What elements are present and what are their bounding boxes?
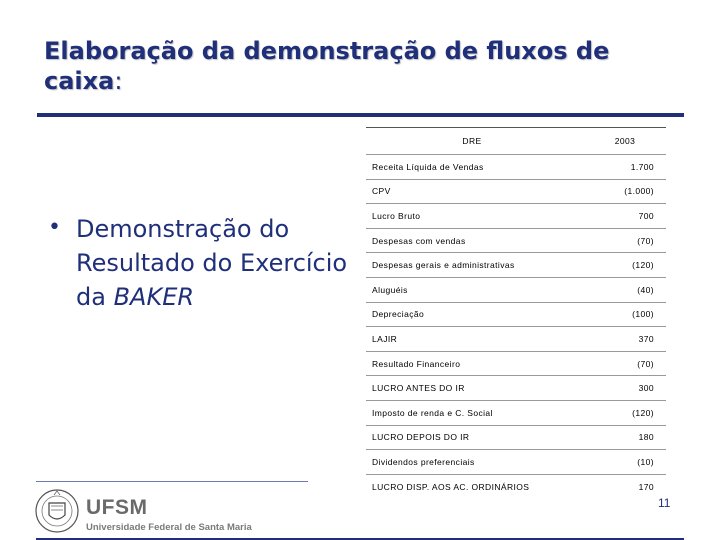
dre-row <box>366 327 666 352</box>
bullet-text <box>76 212 368 314</box>
university-seal-icon <box>34 486 80 536</box>
footer-divider <box>36 481 308 482</box>
bullet-item <box>48 212 368 314</box>
dre-row-label: CPV <box>366 179 578 204</box>
dre-row <box>366 302 666 327</box>
dre-row-value: (120) <box>578 253 666 278</box>
dre-row-value: (70) <box>578 351 666 376</box>
dre-header-label: DRE <box>366 128 578 155</box>
dre-table <box>366 127 666 498</box>
dre-row-value: 370 <box>578 327 666 352</box>
dre-row-label: Imposto de renda e C. Social <box>366 400 578 425</box>
dre-header-year: 2003 <box>578 128 666 155</box>
logo-subtitle: Universidade Federal de Santa Maria <box>86 522 252 533</box>
dre-row <box>366 155 666 180</box>
title-divider <box>37 113 684 117</box>
slide-title <box>44 36 684 96</box>
dre-row <box>366 376 666 401</box>
dre-row-label: Depreciação <box>366 302 578 327</box>
dre-row-value: 700 <box>578 204 666 229</box>
bullet-dot-icon: • <box>48 215 61 240</box>
dre-row <box>366 204 666 229</box>
dre-row-label: Resultado Financeiro <box>366 351 578 376</box>
dre-row <box>366 474 666 498</box>
dre-row-value: (70) <box>578 228 666 253</box>
dre-row-label: Aluguéis <box>366 277 578 302</box>
dre-row <box>366 228 666 253</box>
dre-row-label: Despesas com vendas <box>366 228 578 253</box>
dre-row-value: 170 <box>578 474 666 498</box>
dre-row-value: (120) <box>578 400 666 425</box>
dre-row-value: 300 <box>578 376 666 401</box>
bullet-prefix: Demonstração do Resultado do Exercício da <box>76 215 348 312</box>
bullet-company: BAKER <box>113 283 195 312</box>
dre-row-value: 180 <box>578 425 666 450</box>
dre-row-label: LAJIR <box>366 327 578 352</box>
slide-title-colon: : <box>114 67 123 95</box>
logo-wordmark: UFSM <box>86 496 148 519</box>
dre-row <box>366 253 666 278</box>
dre-row-value: 1.700 <box>578 155 666 180</box>
dre-row-label: Despesas gerais e administrativas <box>366 253 578 278</box>
page-number: 11 <box>658 496 671 510</box>
dre-row-label: LUCRO DISP. AOS AC. ORDINÁRIOS <box>366 474 578 498</box>
dre-row-label: Dividendos preferenciais <box>366 450 578 475</box>
dre-row <box>366 450 666 475</box>
dre-row <box>366 425 666 450</box>
dre-header-row <box>366 128 666 155</box>
dre-row-label: Receita Líquida de Vendas <box>366 155 578 180</box>
slide-title-text: Elaboração da demonstração de fluxos de caixa <box>44 37 610 95</box>
dre-row-label: Lucro Bruto <box>366 204 578 229</box>
dre-row-value: (40) <box>578 277 666 302</box>
dre-row-value: (10) <box>578 450 666 475</box>
ufsm-logo <box>34 486 274 538</box>
dre-row <box>366 179 666 204</box>
dre-row-label: LUCRO DEPOIS DO IR <box>366 425 578 450</box>
dre-row <box>366 351 666 376</box>
dre-row <box>366 400 666 425</box>
dre-row-value: (1.000) <box>578 179 666 204</box>
dre-row-value: (100) <box>578 302 666 327</box>
dre-row-label: LUCRO ANTES DO IR <box>366 376 578 401</box>
dre-row <box>366 277 666 302</box>
